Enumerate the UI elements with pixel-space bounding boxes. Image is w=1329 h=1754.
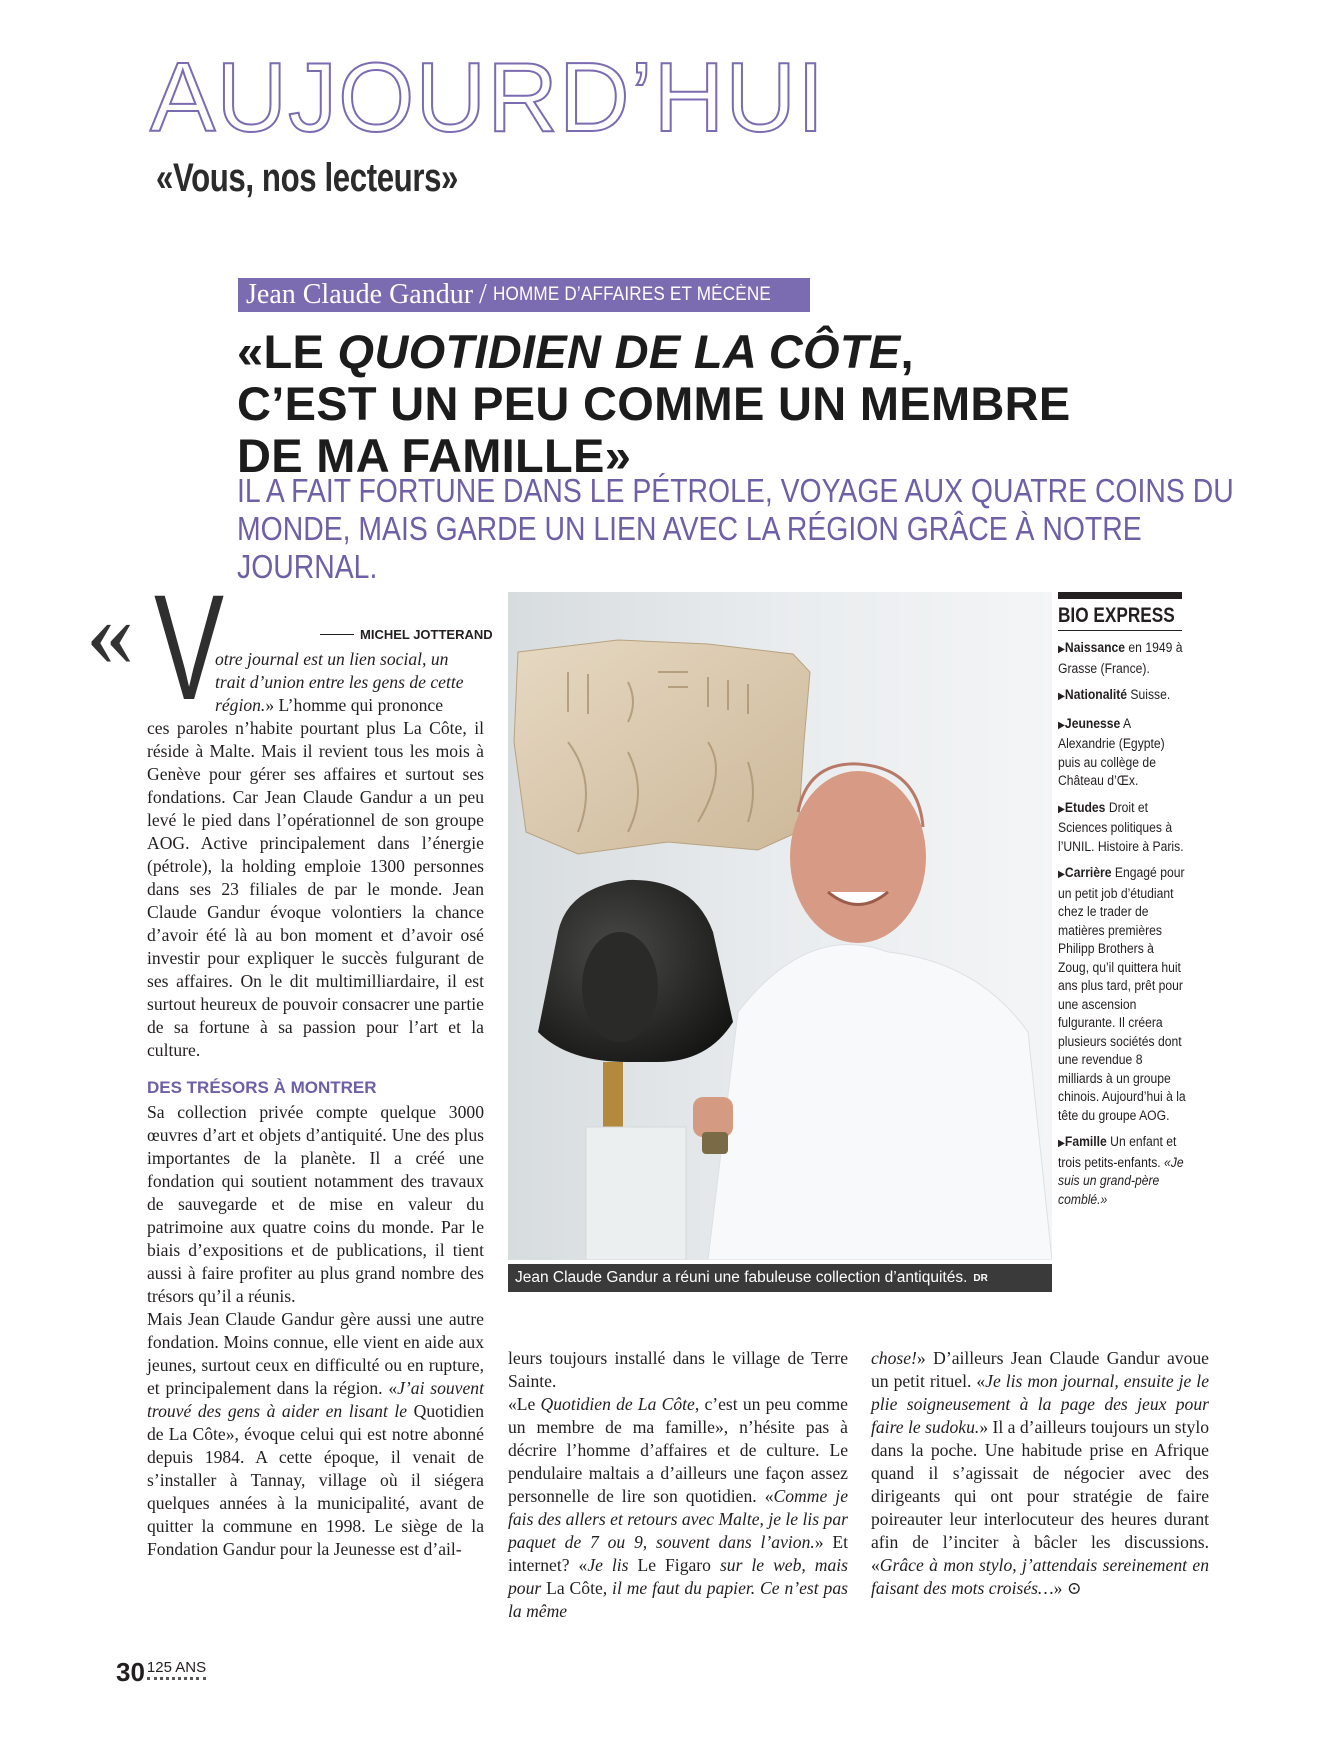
byline-rule: [320, 634, 354, 635]
article-column-1: otre journal est un lien social, un trait d’union entre les gens de cette région.» L’homme qui prononce ces paroles n’habite pourtant plus La Côte, il réside à Malte. Mais il revient tous les mois à Genève pour gérer ses affaires et surtout ses fondations. Car Jean Claude Gandur a un peu levé le pied dans l’opérationnel de son groupe AOG. Active principalement dans l’énergie (pétrole), la holding emploie 1300 personnes dans ses 23 filiales de par le monde. Jean Claude Gandur évoque volontiers la chance d’avoir été là au bon moment et d’avoir osé investir pour expliquer le succès fulgurant de ses affaires. On le dit multimilliardaire, il est surtout heureux de pouvoir consacrer une partie de sa fortune à sa passion pour l’art et la culture. DES TRÉSORS À MONTRER Sa collection privée compte quelque 3000 œuvres d’art et objets d’antiquité. Une des plus importantes de la planète. Il a créé une fondation qui soutient notamment des travaux de sauvegarde et de mise en valeur du patrimoine aux quatre coins du monde. Par le biais d’expositions et de publications, il tient aussi à faire profiter au plus grand nombre des trésors qu’il a réunis. Mais Jean Claude Gandur gère aussi une autre fondation. Moins connue, elle vient en aide aux jeunes, surtout ceux en difficulté ou en rupture, et principalement dans la région. «J’ai souvent trouvé des gens à aider en lisant le Quotidien de La Côte», évoque celui qui est notre abonné depuis 1984. A cette époque, il venait de s’installer à Tannay, village où il siégera quelques années à la municipalité, avant de quitter la commune en 1998. Le siège de la Fondation Gandur pour la Jeunesse est d’ail-: [147, 649, 484, 1559]
drop-quote: «: [86, 579, 134, 686]
triangle-icon: ▶: [1058, 691, 1065, 702]
bio-item: ▶Etudes Droit et Sciences politiques à l’UNIL. Histoire à Paris.: [1058, 799, 1184, 854]
page-folio: [116, 1657, 206, 1688]
bio-item: ▶Nationalité Suisse.: [1058, 687, 1171, 702]
bio-divider: [1058, 630, 1182, 631]
photo-credit: DR: [973, 1272, 988, 1284]
person-bar: [238, 278, 810, 312]
bio-item: ▶Jeunesse A Alexandrie (Egypte) puis au collège de Château d’Œx.: [1058, 715, 1165, 788]
headline: «LE QUOTIDIEN DE LA CÔTE, C’EST UN PEU COMME UN MEMBRE DE MA FAMILLE»: [237, 325, 1071, 482]
person-separator: /: [479, 279, 487, 310]
standfirst: IL A FAIT FORTUNE DANS LE PÉTROLE, VOYAGE AUX QUATRE COINS DU MONDE, MAIS GARDE UN LIEN AVEC LA RÉGION GRÂCE À NOTRE JOURNAL.: [237, 472, 1234, 585]
paragraph: chose!» D’ailleurs Jean Claude Gandur avoue un petit rituel. «Je lis mon journal, ensuite je le plie soigneusement à la page des jeux pour faire le sudoku.» Il a d’ailleurs toujours un stylo dans la poche. Une habitude prise en Afrique quand il s’agissait de négocier avec des dirigeants qui ont pour stratégie de faire poireauter leur interlocuteur des heures durant afin de l’inciter à bâcler les discussions. «Grâce à mon stylo, j’attendais sereinement en faisant des mots croisés…» ⊙: [871, 1348, 1210, 1598]
paragraph: Mais Jean Claude Gandur gère aussi une autre fondation. Moins connue, elle vient en aide aux jeunes, surtout ceux en difficulté ou en rupture, et principalement dans la région. «J’ai souvent trouvé des gens à aider en lisant le Quotidien de La Côte», évoque celui qui est notre abonné depuis 1984. A cette époque, il venait de s’installer à Tannay, village où il siégera quelques années à la municipalité, avant de quitter la commune en 1998. Le siège de la Fondation Gandur pour la Jeunesse est d’ail-: [147, 1309, 484, 1559]
article-photo: [508, 592, 1052, 1260]
anniversary-label: 125 ANS: [147, 1660, 206, 1680]
triangle-icon: ▶: [1058, 1138, 1065, 1149]
paragraph: leurs toujours installé dans le village de Terre Sainte.: [508, 1348, 848, 1391]
triangle-icon: ▶: [1058, 803, 1065, 815]
article-column-2: [508, 1347, 848, 1623]
bio-item: ▶Carrière Engagé pour un petit job d’étudiant chez le trader de matières premières Philipp Brothers à Zoug, qu’il quittera huit ans plus tard, prêt pour une ascension fulgurante. Il créera plusieurs sociétés dont une revendue 8 milliards à un groupe chinois. Aujourd’hui à la tête du groupe AOG.: [1058, 865, 1186, 1123]
photo-caption: Jean Claude Gandur a réuni une fabuleuse collection d’antiquités. DR: [508, 1264, 1052, 1292]
bio-express: [1058, 592, 1188, 1209]
bio-top-bar: [1058, 592, 1182, 599]
paragraph: ces paroles n’habite pourtant plus La Côte, il réside à Malte. Mais il revient tous les mois à Genève pour gérer ses affaires et surtout ses fondations. Car Jean Claude Gandur a un peu levé le pied dans l’opérationnel de son groupe AOG. Active principalement dans l’énergie (pétrole), la holding emploie 1300 personnes dans ses 23 filiales de par le monde. Jean Claude Gandur évoque volontiers la chance d’avoir été là au bon moment et d’avoir osé investir pour expliquer le succès fulgurant de ses affaires. On le dit multimilliardaire, il est surtout heureux de pouvoir consacrer une partie de sa fortune à sa passion pour l’art et la culture.: [147, 718, 484, 1060]
person-role: HOMME D’AFFAIRES ET MÉCÈNE: [492, 284, 771, 305]
bio-title: BIO EXPRESS: [1058, 604, 1175, 627]
bio-item: ▶Famille Un enfant et trois petits-enfants. «Je suis un grand-père comblé.»: [1058, 1134, 1184, 1207]
triangle-icon: ▶: [1058, 719, 1065, 731]
photo-illustration: [508, 592, 1052, 1260]
byline: MICHEL JOTTERAND: [320, 627, 493, 642]
drop-cap: V: [154, 563, 225, 731]
page-number: 30: [116, 1657, 145, 1687]
triangle-icon: ▶: [1058, 869, 1065, 880]
triangle-icon: ▶: [1058, 644, 1065, 655]
article-column-3: [871, 1347, 1209, 1600]
section-subtitle: «Vous, nos lecteurs»: [156, 156, 459, 200]
section-head: DES TRÉSORS À MONTRER: [147, 1078, 377, 1097]
paragraph: «Le Quotidien de La Côte, c’est un peu comme un membre de ma famille», n’hésite pas à décrire l’homme d’affaires et de culture. Le pendulaire maltais a d’ailleurs une façon assez personnelle de lire son quotidien. «Comme je fais des allers et retours avec Malte, je le lis par paquet de 7 ou 9, souvent dans l’avion.» Et internet? «Je lis Le Figaro sur le web, mais pour La Côte, il me faut du papier. Ce n’est pas la même: [508, 1394, 849, 1621]
paragraph: Sa collection privée compte quelque 3000 œuvres d’art et objets d’antiquité. Une des plus importantes de la planète. Il a créé une fondation qui soutient notamment des travaux de sauvegarde et de mise en valeur du patrimoine aux quatre coins du monde. Par le biais d’expositions et de publications, il tient aussi à faire profiter au plus grand nombre des trésors qu’il a réunis.: [147, 1102, 484, 1306]
person-name: Jean Claude Gandur: [246, 279, 474, 310]
section-title: AUJOURD’HUI: [150, 42, 826, 152]
bio-item: ▶Naissance en 1949 à Grasse (France).: [1058, 640, 1183, 676]
